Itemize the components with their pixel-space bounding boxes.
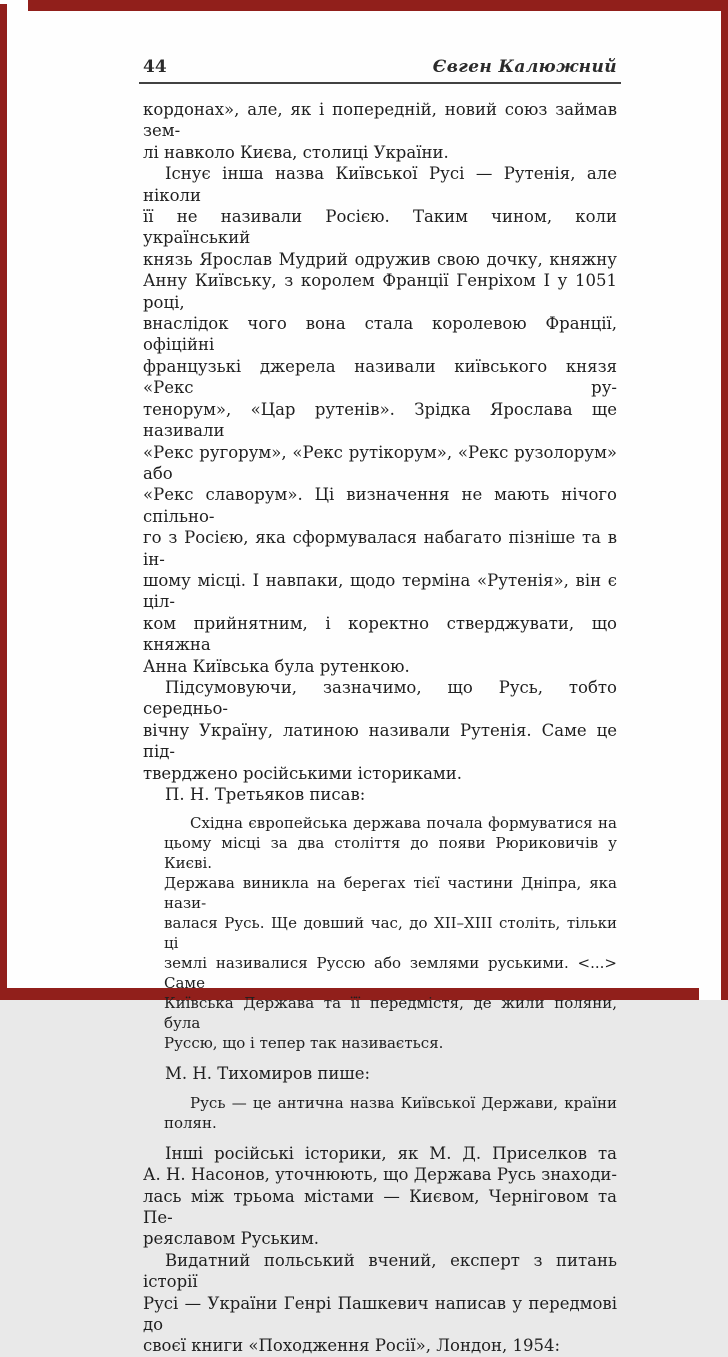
paragraph: [143, 99, 617, 163]
text-line: своєї книги «Походження Росії», Лондон, 1954:: [143, 1336, 561, 1356]
text-line: реяславом Руським.: [143, 1229, 320, 1249]
running-title: Євген Калюжний: [432, 57, 617, 77]
page-content: [143, 57, 617, 1357]
body-text: [143, 99, 617, 1357]
text-line: Анну Київську, з королем Франції Генріхом I у 1051 році,: [143, 271, 617, 312]
text-line: тверджено російськими істориками.: [143, 763, 463, 783]
quote-block: [164, 1093, 617, 1133]
text-line: цьому місці за два століття до появи Рюриковичів у Києві.: [164, 834, 617, 873]
text-line: кордонах», але, як і попередній, новий союз займав зем-: [143, 100, 617, 141]
text-line: полян.: [164, 1113, 217, 1132]
header-rule: [139, 82, 621, 84]
text-line: го з Росією, яка сформувалася набагато пізніше та в ін-: [143, 528, 617, 569]
text-line: шому місці. І навпаки, щодо терміна «Рутенія», він є ціл-: [143, 570, 617, 612]
scan-edge-left: [0, 4, 7, 1000]
text-line: Київська Держава та її передмістя, де жили поляни, була: [164, 994, 617, 1033]
quote-block: [164, 813, 617, 1053]
text-line: князь Ярослав Мудрий одружив свою дочку, княжну: [143, 249, 617, 269]
text-line: лась між трьома містами — Києвом, Черніговом та Пе-: [143, 1186, 617, 1228]
paragraph: [143, 1250, 617, 1357]
text-line: Східна європейська держава почала формуватися на: [190, 814, 617, 833]
paragraph: [143, 163, 617, 677]
text-line: Руссю, що і тепер так називається.: [164, 1034, 444, 1053]
text-line: землі називалися Руссю або землями руськими. <...> Саме: [164, 954, 617, 993]
scan-edge-right: [721, 0, 728, 1000]
text-line: вічну Україну, латиною називали Рутенія. Саме це під-: [143, 720, 617, 762]
text-line: тенорум», «Цар рутенів». Зрідка Ярослава ще називали: [143, 399, 617, 441]
text-line: Русі — України Генрі Пашкевич написав у передмові до: [143, 1293, 617, 1335]
page-header: [143, 57, 617, 77]
paragraph: [143, 677, 617, 784]
text-line: «Рекс славорум». Ці визначення не мають нічого спільно-: [143, 485, 617, 526]
text-line: П. Н. Третьяков писав:: [165, 785, 366, 804]
text-line: Анна Київська була рутенкою.: [143, 656, 410, 676]
scan-edge-top: [28, 0, 728, 11]
paragraph: [143, 1143, 617, 1250]
text-line: Підсумовуючи, зазначимо, що Русь, тобто середньо-: [143, 677, 617, 719]
text-line: валася Русь. Ще довший час, до XII–XIII століть, тільки ці: [164, 914, 617, 953]
text-line: французькі джерела називали київського князя «Рекс ру-: [143, 356, 617, 398]
paragraph: [143, 784, 617, 805]
page-number: 44: [143, 57, 167, 77]
text-line: Русь — це антична назва Київської Держави, країни: [190, 1093, 617, 1112]
text-line: ком прийнятним, і коректно стверджувати, що княжна: [143, 613, 617, 655]
text-line: внаслідок чого вона стала королевою Франції, офіційні: [143, 314, 617, 355]
text-line: А. Н. Насонов, уточнюють, що Держава Русь знаходи-: [143, 1165, 617, 1185]
text-line: «Рекс ругорум», «Рекс рутікорум», «Рекс рузолорум» або: [143, 442, 617, 483]
text-line: Існує інша назва Київської Русі — Рутенія, але ніколи: [143, 164, 617, 205]
text-line: Інші російські історики, як М. Д. Приселков та: [165, 1143, 617, 1163]
text-line: лі навколо Києва, столиці України.: [143, 142, 449, 162]
text-line: Видатний польський вчений, експерт з питань історії: [143, 1250, 617, 1292]
text-line: її не називали Росією. Таким чином, коли український: [143, 207, 617, 248]
text-line: Держава виникла на берегах тієї частини Дніпра, яка нази-: [164, 874, 617, 913]
text-line: М. Н. Тихомиров пише:: [165, 1064, 371, 1084]
paragraph: [143, 1063, 617, 1084]
